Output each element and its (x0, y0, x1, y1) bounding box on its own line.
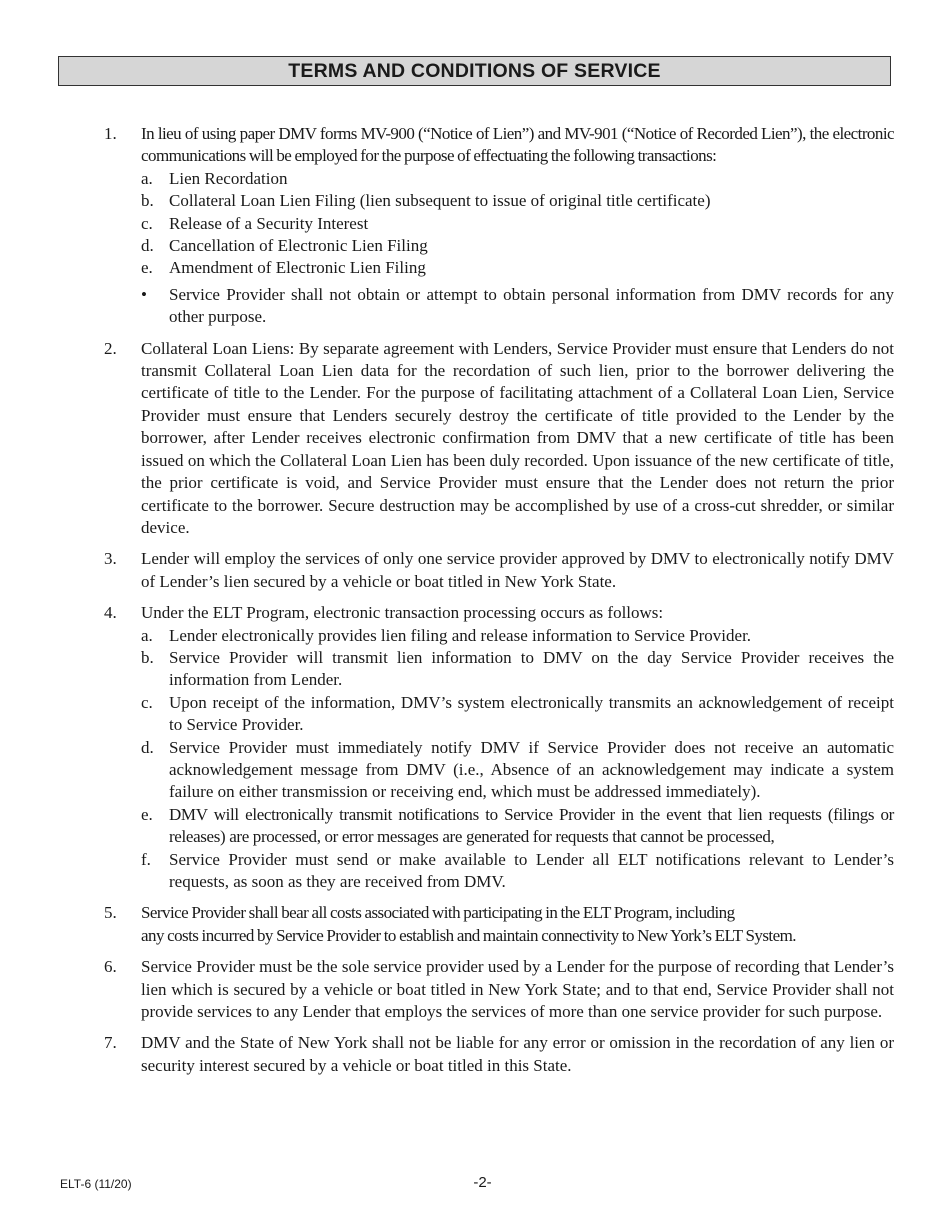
sub-letter: b. (141, 191, 154, 211)
sub-item (141, 213, 894, 235)
term-number: 4. (104, 603, 117, 623)
sub-text: Cancellation of Electronic Lien Filing (169, 236, 428, 256)
term-number: 3. (104, 549, 117, 569)
sub-letter: c. (141, 213, 153, 233)
sub-item (141, 168, 894, 190)
form-id: ELT-6 (11/20) (60, 1177, 132, 1191)
sub-item (141, 235, 894, 257)
sub-item (141, 692, 894, 737)
sub-letter: c. (141, 692, 153, 712)
bullet-text: Service Provider shall not obtain or attempt to obtain personal information from DMV records for any other purpose. (169, 284, 894, 327)
term-text-line-1: Service Provider shall bear all costs associated with participating in the ELT Program, including (141, 903, 735, 923)
sub-letter: d. (141, 236, 154, 256)
sub-text: DMV will electronically transmit notifications to Service Provider in the event that lien requests (filings or releases) are processed, or error messages are generated for requests that cannot be processed, (169, 804, 894, 847)
term-text: DMV and the State of New York shall not be liable for any error or omission in the recordation of any lien or security interest secured by a vehicle or boat titled in this State. (141, 1033, 894, 1075)
sub-text: Service Provider will transmit lien information to DMV on the day Service Provider receives the information from Lender. (169, 647, 894, 690)
title-bar (58, 56, 891, 86)
sub-item (141, 257, 894, 279)
term-text: Lender will employ the services of only one service provider approved by DMV to electronically notify DMV of Lender’s lien secured by a vehicle or boat titled in New York State. (141, 549, 894, 591)
term-item-3 (104, 548, 894, 593)
sub-item (141, 737, 894, 804)
sub-text: Lien Recordation (169, 168, 288, 188)
sub-item (141, 625, 894, 647)
sub-letter: b. (141, 647, 154, 667)
term-text: In lieu of using paper DMV forms MV-900 (“Notice of Lien”) and MV-901 (“Notice of Recorded Lien”), the electronic communications will be employed for the purpose of effectuating the following transactions: (141, 124, 894, 166)
sub-letter: d. (141, 737, 154, 757)
term-item-6 (104, 956, 894, 1023)
term-item-2 (104, 338, 894, 540)
term-text: Collateral Loan Liens: By separate agreement with Lenders, Service Provider must ensure that Lenders do not transmit Collateral Loan Lien data for the recordation of such lien, prior to the borrower delivering the certificate of title to the Lender. For the purpose of facilitating attachment of a Collateral Loan Lien, Service Provider must ensure that Lenders securely destroy the certificate of title provided to the Lender by the borrower, after Lender receives electronic confirmation from DMV that a new certificate of title has been issued on which the Collateral Loan Lien has been duly recorded. Upon issuance of the new certificate of title, the prior certificate is void, and Service Provider must ensure that the Lender does not return the prior certificate to the borrower. Secure destruction may be accomplished by use of a cross-cut shredder, or similar device. (141, 338, 894, 537)
sub-letter: e. (141, 804, 153, 824)
term-text: Under the ELT Program, electronic transaction processing occurs as follows: (141, 603, 664, 623)
sub-text: Service Provider must send or make available to Lender all ELT notifications relevant to Lender’s requests, as soon as they are received from DMV. (169, 849, 894, 891)
term-item-5 (104, 902, 894, 947)
term-number: 2. (104, 338, 117, 358)
sub-text: Collateral Loan Lien Filing (lien subsequent to issue of original title certificate) (169, 191, 711, 211)
term-text: Service Provider must be the sole service provider used by a Lender for the purpose of recording that Lender’s lien which is secured by a vehicle or boat titled in New York State; and to that end, Service Provider shall not provide services to any Lender that employs the services of more than one service provider for such purpose. (141, 957, 894, 1022)
sub-text: Service Provider must immediately notify DMV if Service Provider does not receive an automatic acknowledgement message from DMV (i.e., Absence of an acknowledgement may indicate a system failure on either transmission or receiving end, which must be addressed immediately). (169, 737, 894, 802)
sub-item (141, 647, 894, 692)
sub-text: Release of a Security Interest (169, 213, 369, 233)
bullet-mark: • (141, 284, 147, 304)
term-number: 7. (104, 1033, 117, 1053)
sub-item (141, 849, 894, 894)
term-item-4 (104, 602, 894, 893)
sub-letter: a. (141, 625, 153, 645)
sub-text: Upon receipt of the information, DMV’s system electronically transmits an acknowledgement of receipt to Service Provider. (169, 692, 894, 735)
term-number: 1. (104, 124, 117, 143)
term-number: 5. (104, 903, 117, 923)
sub-text: Lender electronically provides lien filing and release information to Service Provider. (169, 625, 752, 645)
sub-letter: f. (141, 849, 151, 869)
sub-letter: e. (141, 258, 153, 278)
sub-letter: a. (141, 168, 153, 188)
term-item-1 (104, 123, 894, 329)
term-number: 6. (104, 957, 117, 977)
terms-list (104, 123, 894, 1086)
page-title: TERMS AND CONDITIONS OF SERVICE (288, 59, 661, 82)
sub-item (141, 190, 894, 212)
bullet-item (141, 284, 894, 329)
sub-text: Amendment of Electronic Lien Filing (169, 258, 426, 278)
term-text-line-2: any costs incurred by Service Provider to establish and maintain connectivity to New York’s ELT System. (141, 925, 796, 945)
sub-item (141, 804, 894, 849)
term-item-7 (104, 1032, 894, 1077)
page-number: -2- (473, 1174, 492, 1191)
